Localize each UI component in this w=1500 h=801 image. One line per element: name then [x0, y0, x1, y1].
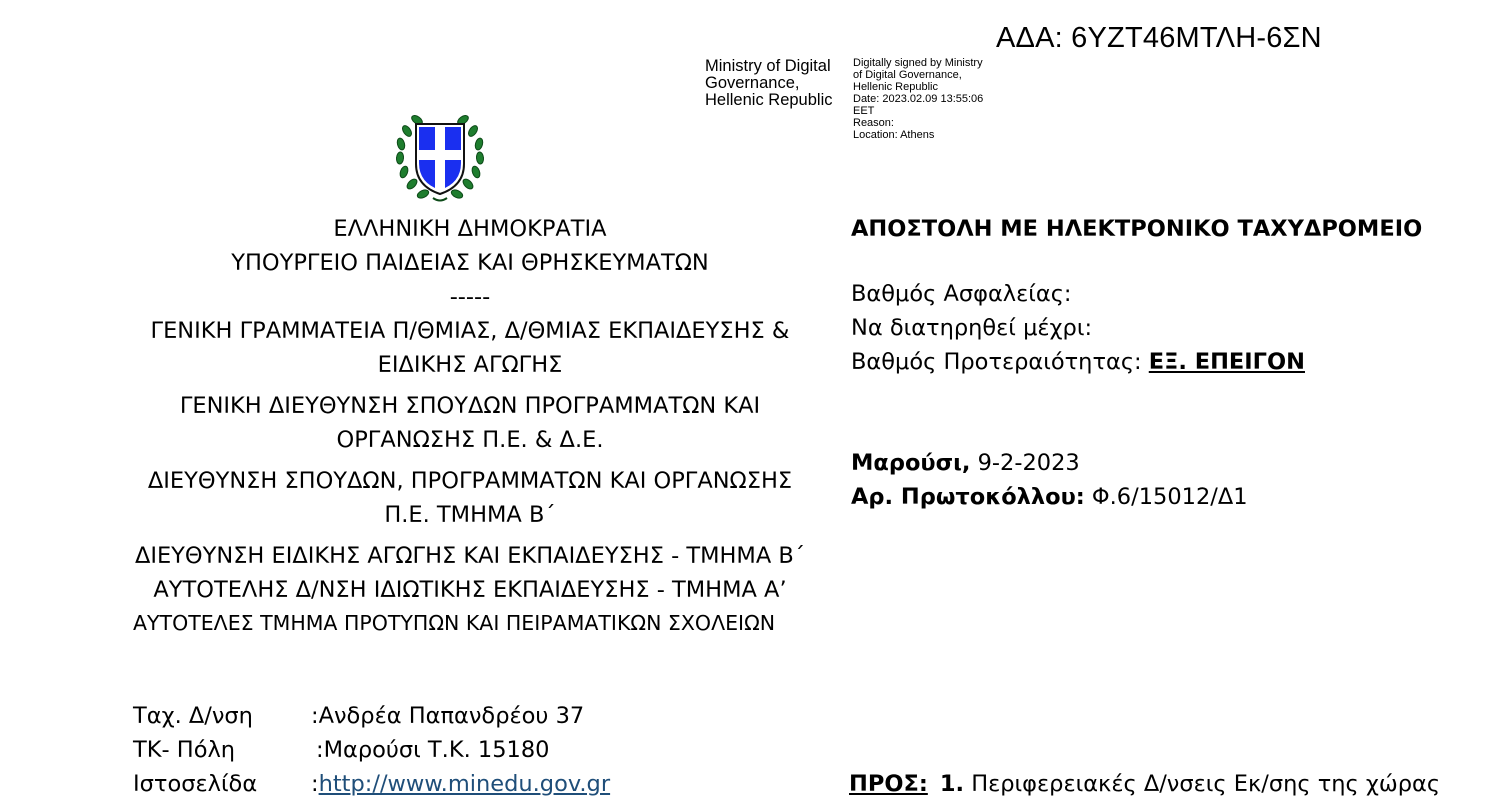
signature-detail-line: Location: Athens — [853, 129, 935, 141]
address-website — [133, 767, 610, 801]
special-education-directorate: ΔΙΕΥΘΥΝΣΗ ΕΙΔΙΚΗΣ ΑΓΩΓΗΣ ΚΑΙ ΕΚΠΑΙΔΕΥΣΗΣ - ΤΜΗΜΑ Β΄ — [134, 543, 806, 569]
directorate-line: ΔΙΕΥΘΥΝΣΗ ΣΠΟΥΔΩΝ, ΠΡΟΓΡΑΜΜΑΤΩΝ ΚΑΙ ΟΡΓΑΝΩΣΗΣ — [147, 468, 793, 494]
address-street-label: Ταχ. Δ/νση — [133, 703, 253, 729]
signature-detail-line: Hellenic Republic — [853, 81, 938, 93]
general-directorate-line: ΟΡΓΑΝΩΣΗΣ Π.Ε. & Δ.Ε. — [336, 427, 604, 453]
retention-period: Να διατηρηθεί μέχρι: — [851, 315, 1093, 341]
address-city-label: ΤΚ- Πόλη — [133, 737, 236, 763]
signer-line: Governance, — [705, 74, 800, 92]
website-link[interactable]: http://www.minedu.gov.gr — [318, 771, 611, 797]
issuer-header — [125, 212, 815, 639]
signature-details — [853, 57, 983, 141]
place-date — [851, 446, 1080, 480]
directorate-line: Π.Ε. ΤΜΗΜΑ Β΄ — [384, 502, 556, 528]
signature-detail-line: Reason: — [853, 117, 894, 129]
signer-line: Ministry of Digital — [705, 57, 831, 75]
delivery-method: ΑΠΟΣΤΟΛΗ ΜΕ ΗΛΕΚΤΡΟΝΙΚΟ ΤΑΧΥΔΡΟΜΕΙΟ — [851, 216, 1423, 242]
signature-detail-line: Digitally signed by Ministry — [853, 57, 983, 69]
signer-name — [705, 58, 832, 109]
address-website-label: Ιστοσελίδα — [133, 771, 258, 797]
address-website-colon: : — [311, 771, 319, 797]
signature-detail-line: Date: 2023.02.09 13:55:06 — [853, 93, 984, 105]
header-separator: ----- — [449, 284, 491, 310]
country-name: ΕΛΛΗΝΙΚΗ ΔΗΜΟΚΡΑΤΙΑ — [333, 216, 607, 242]
signature-detail-line: EET — [853, 105, 875, 117]
general-secretariat-line: ΕΙΔΙΚΗΣ ΑΓΩΓΗΣ — [377, 352, 563, 378]
recipient-number: 1. — [939, 771, 965, 797]
address-street — [133, 699, 584, 733]
general-secretariat-line: ΓΕΝΙΚΗ ΓΡΑΜΜΑΤΕΙΑ Π/ΘΜΙΑΣ, Δ/ΘΜΙΑΣ ΕΚΠΑΙΔΕΥΣΗΣ & — [150, 318, 790, 344]
address-city — [133, 733, 549, 767]
protocol-number — [851, 480, 1248, 514]
ministry-name: ΥΠΟΥΡΓΕΙΟ ΠΑΙΔΕΙΑΣ ΚΑΙ ΘΡΗΣΚΕΥΜΑΤΩΝ — [231, 250, 709, 276]
greek-coat-of-arms-icon — [390, 106, 490, 206]
ada-code: ΑΔΑ: 6ΥΖΤ46ΜΤΛΗ-6ΣΝ — [996, 22, 1322, 54]
general-directorate-line: ΓΕΝΙΚΗ ΔΙΕΥΘΥΝΣΗ ΣΠΟΥΔΩΝ ΠΡΟΓΡΑΜΜΑΤΩΝ ΚΑΙ — [179, 393, 761, 419]
priority-label: Βαθμός Προτεραιότητας: — [851, 349, 1149, 375]
model-schools-department: ΑΥΤΟΤΕΛΕΣ ΤΜΗΜΑ ΠΡΟΤΥΠΩΝ ΚΑΙ ΠΕΙΡΑΜΑΤΙΚΩΝ ΣΧΟΛΕΙΩΝ — [133, 611, 776, 635]
recipients-label: ΠΡΟΣ: — [849, 771, 928, 797]
priority-level — [851, 345, 1305, 379]
signer-line: Hellenic Republic — [705, 91, 833, 109]
recipients — [849, 767, 1440, 801]
signature-detail-line: of Digital Governance, — [853, 69, 962, 81]
protocol-label: Αρ. Πρωτοκόλλου: — [851, 484, 1085, 510]
address-street-value: :Ανδρέα Παπανδρέου 37 — [311, 703, 585, 729]
date: 9-2-2023 — [970, 450, 1080, 476]
recipient-text: Περιφερειακές Δ/νσεις Εκ/σης της χώρας — [971, 771, 1441, 797]
place: Μαρούσι, — [851, 450, 971, 476]
protocol-value: Φ.6/15012/Δ1 — [1084, 484, 1248, 510]
priority-value: ΕΞ. ΕΠΕΙΓΟΝ — [1148, 349, 1305, 375]
security-level: Βαθμός Ασφαλείας: — [851, 281, 1072, 307]
private-education-directorate: ΑΥΤΟΤΕΛΗΣ Δ/ΝΣΗ ΙΔΙΩΤΙΚΗΣ ΕΚΠΑΙΔΕΥΣΗΣ - ΤΜΗΜΑ Α’ — [153, 577, 787, 603]
address-city-value: :Μαρούσι Τ.Κ. 15180 — [316, 737, 550, 763]
